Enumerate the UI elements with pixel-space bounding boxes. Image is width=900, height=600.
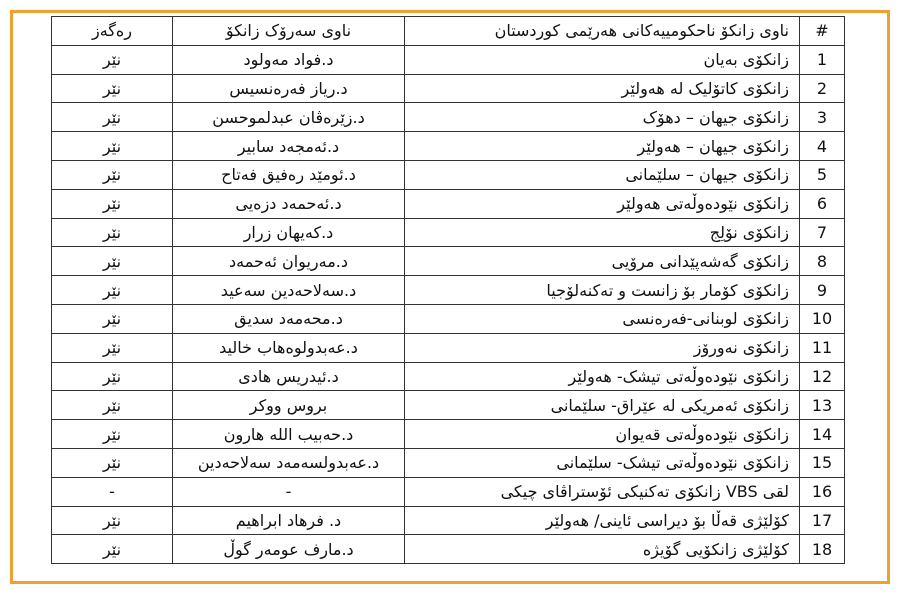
university-cell: زانکۆی نەورۆز — [405, 333, 800, 362]
table-row — [52, 74, 845, 103]
status-cell: نێر — [52, 160, 173, 189]
status-cell: نێر — [52, 218, 173, 247]
status-cell: نێر — [52, 276, 173, 305]
number-cell: 18 — [800, 535, 845, 564]
number-cell: 3 — [800, 103, 845, 132]
president-cell: د.ئەحمەد دزەیی — [173, 189, 405, 218]
header-number: # — [800, 17, 845, 46]
president-cell: د.سەلاحەدین سەعید — [173, 276, 405, 305]
number-cell: 2 — [800, 74, 845, 103]
table-row — [52, 218, 845, 247]
university-cell: زانکۆی جیهان – هەولێر — [405, 132, 800, 161]
table-row — [52, 448, 845, 477]
university-cell: کۆلێژی قەڵا بۆ دیراسی ئاینی/ هەولێر — [405, 506, 800, 535]
university-cell: زانکۆی لوبنانی-فەرەنسی — [405, 304, 800, 333]
status-cell: نێر — [52, 420, 173, 449]
status-cell: نێر — [52, 74, 173, 103]
universities-table — [51, 16, 845, 564]
status-cell: - — [52, 477, 173, 506]
table-row — [52, 132, 845, 161]
university-cell: زانکۆی بەیان — [405, 45, 800, 74]
president-cell: د.فواد مەولود — [173, 45, 405, 74]
university-cell: زانکۆی نۆلِج — [405, 218, 800, 247]
table-row — [52, 333, 845, 362]
number-cell: 11 — [800, 333, 845, 362]
table-row — [52, 420, 845, 449]
number-cell: 14 — [800, 420, 845, 449]
number-cell: 15 — [800, 448, 845, 477]
status-cell: نێر — [52, 189, 173, 218]
university-cell: زانکۆی نێودەوڵەتی تیشک- هەولێر — [405, 362, 800, 391]
table-row — [52, 45, 845, 74]
status-cell: نێر — [52, 304, 173, 333]
university-cell: زانکۆی گەشەپێدانی مرۆیی — [405, 247, 800, 276]
number-cell: 9 — [800, 276, 845, 305]
university-cell: زانکۆی نێودەوڵەتی هەولێر — [405, 189, 800, 218]
table-row — [52, 477, 845, 506]
university-cell: لقی VBS زانکۆی تەکنیکی ئۆستراڤای چیکی — [405, 477, 800, 506]
number-cell: 16 — [800, 477, 845, 506]
table-row — [52, 247, 845, 276]
header-president: ناوی سەرۆک زانکۆ — [173, 17, 405, 46]
university-cell: زانکۆی جیهان – سلێمانی — [405, 160, 800, 189]
table-row — [52, 506, 845, 535]
university-cell: زانکۆی ئەمریکی لە عێراق- سلێمانی — [405, 391, 800, 420]
status-cell: نێر — [52, 333, 173, 362]
president-cell: د.مارف عومەر گوڵ — [173, 535, 405, 564]
university-cell: زانکۆی کاتۆلیک لە هەولێر — [405, 74, 800, 103]
number-cell: 10 — [800, 304, 845, 333]
president-cell: د.ئیدریس هادی — [173, 362, 405, 391]
president-cell: د.عەبدولوەهاب خالید — [173, 333, 405, 362]
president-cell: - — [173, 477, 405, 506]
status-cell: نێر — [52, 247, 173, 276]
university-cell: زانکۆی جیهان – دهۆک — [405, 103, 800, 132]
president-cell: د.حەبیب الله هارون — [173, 420, 405, 449]
status-cell: نێر — [52, 132, 173, 161]
table-row — [52, 391, 845, 420]
number-cell: 13 — [800, 391, 845, 420]
president-cell: د.مەریوان ئەحمەد — [173, 247, 405, 276]
table-row — [52, 362, 845, 391]
table-row — [52, 189, 845, 218]
president-cell: د.زێرەڤان عبدلموحسن — [173, 103, 405, 132]
table-header-row — [52, 17, 845, 46]
university-cell: زانکۆی نێودەوڵەتی قەیوان — [405, 420, 800, 449]
president-cell: د.ئەمجەد سابیر — [173, 132, 405, 161]
president-cell: د. فرهاد ابراهیم — [173, 506, 405, 535]
president-cell: د.کەیهان زرار — [173, 218, 405, 247]
number-cell: 8 — [800, 247, 845, 276]
university-cell: کۆلێژی زانکۆیی گۆیژە — [405, 535, 800, 564]
president-cell: بروس ووکر — [173, 391, 405, 420]
number-cell: 5 — [800, 160, 845, 189]
table-row — [52, 103, 845, 132]
president-cell: د.ئومێد رەفیق فەتاح — [173, 160, 405, 189]
status-cell: نێر — [52, 45, 173, 74]
status-cell: نێر — [52, 391, 173, 420]
status-cell: نێر — [52, 506, 173, 535]
university-cell: زانکۆی نێودەوڵەتی تیشک- سلێمانی — [405, 448, 800, 477]
status-cell: نێر — [52, 448, 173, 477]
table-row — [52, 304, 845, 333]
table-row — [52, 160, 845, 189]
header-university: ناوی زانکۆ ناحکومییەکانی هەرێمی کوردستان — [405, 17, 800, 46]
number-cell: 1 — [800, 45, 845, 74]
number-cell: 17 — [800, 506, 845, 535]
president-cell: د.محەمەد سدیق — [173, 304, 405, 333]
table-row — [52, 535, 845, 564]
table-row — [52, 276, 845, 305]
status-cell: نێر — [52, 103, 173, 132]
number-cell: 7 — [800, 218, 845, 247]
header-status: رەگەز — [52, 17, 173, 46]
number-cell: 4 — [800, 132, 845, 161]
number-cell: 12 — [800, 362, 845, 391]
status-cell: نێر — [52, 535, 173, 564]
number-cell: 6 — [800, 189, 845, 218]
university-cell: زانکۆی کۆمار بۆ زانست و تەکنەلۆجیا — [405, 276, 800, 305]
president-cell: د.ریاز فەرەنسیس — [173, 74, 405, 103]
president-cell: د.عەبدولسەمەد سەلاحەدین — [173, 448, 405, 477]
status-cell: نێر — [52, 362, 173, 391]
